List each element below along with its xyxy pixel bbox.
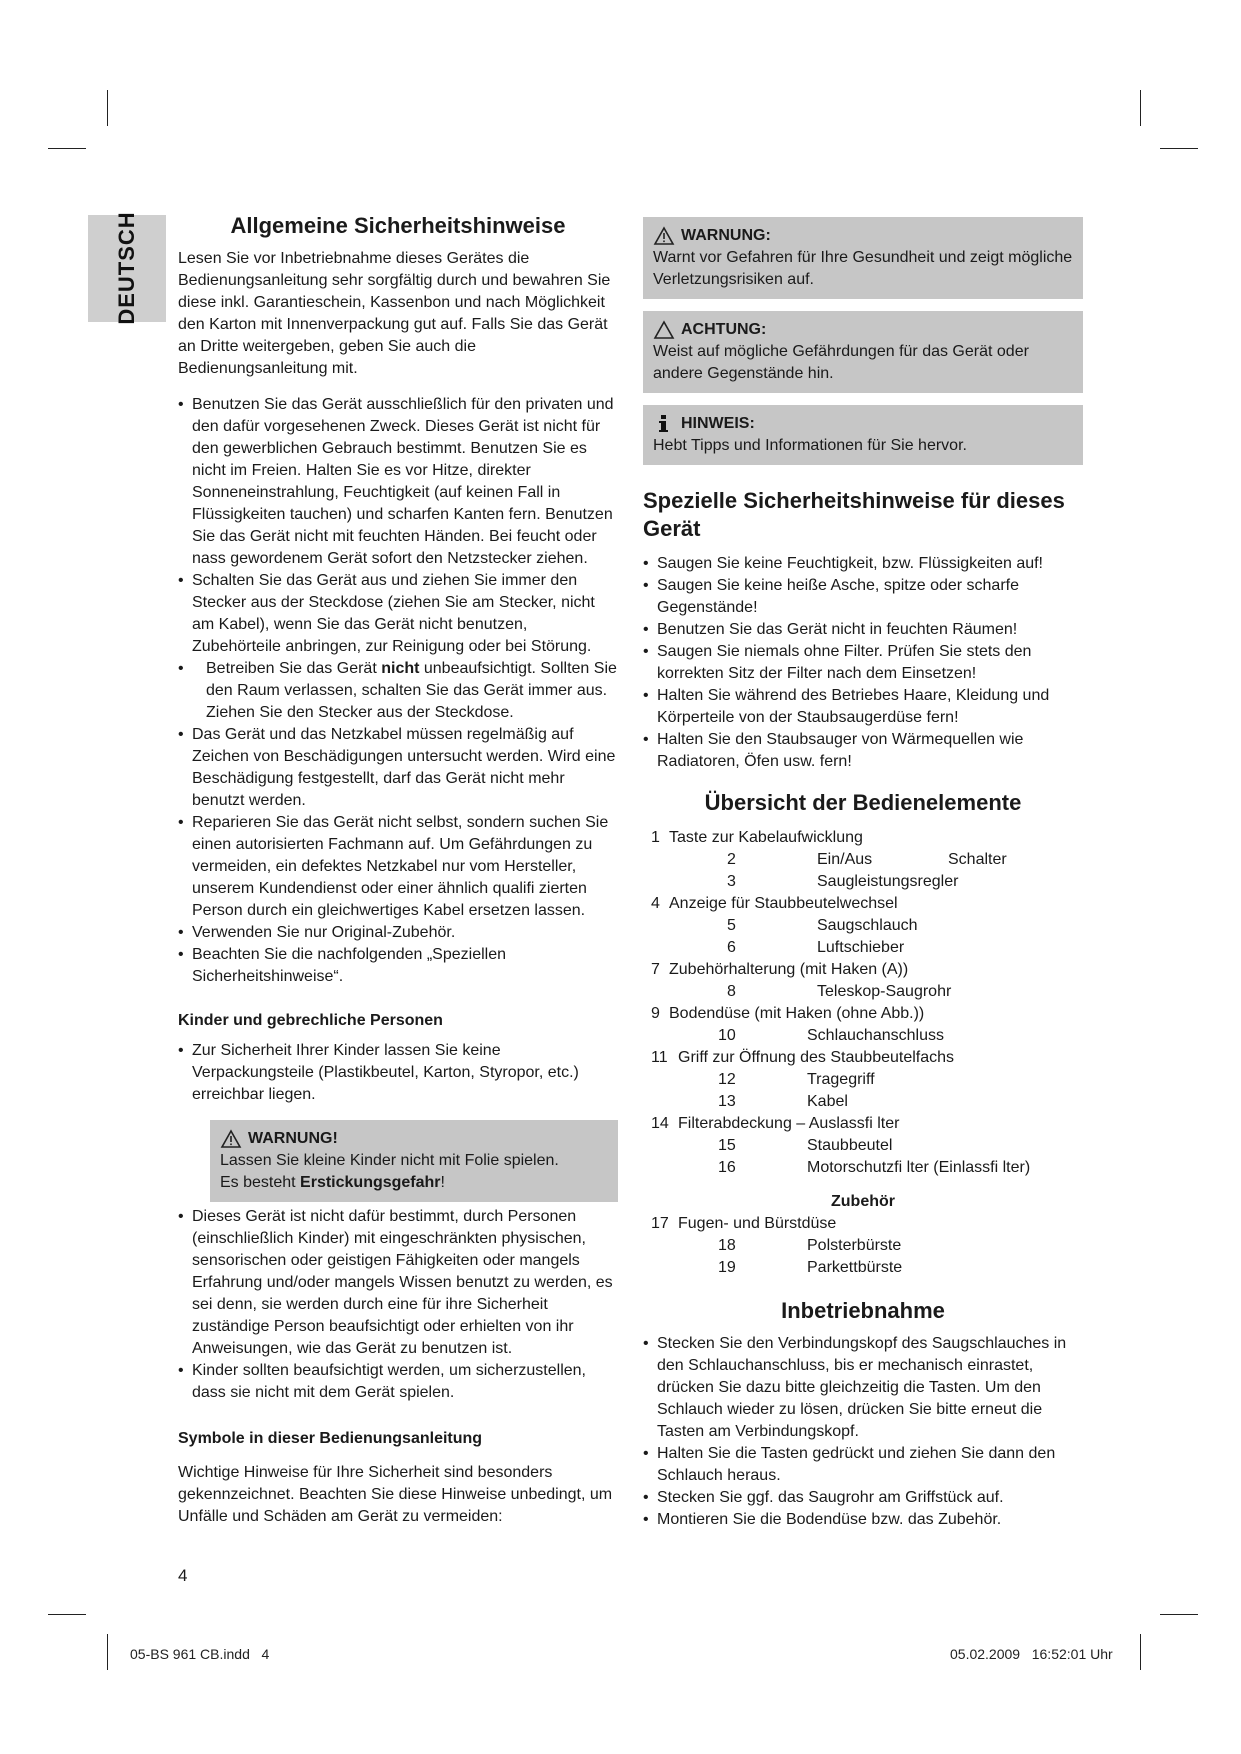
box-head [653,225,1073,247]
part-label: Taste zur Kabelaufwicklung [669,829,863,846]
part-label: Tragegriff [807,1071,875,1088]
part-number: 6 [727,939,736,956]
part-number: 5 [727,917,736,934]
part-label: Motorschutzfi lter (Einlassfi lter) [807,1159,1031,1176]
list-item: • Stecken Sie den Verbindungskopf des Saugschlauches in den Schlauchanschluss, bis er mechanisch einrastet, drücken Sie dazu bitte gleichzeitig die Tasten. Um den Schlauch wieder zu lösen, drücken Sie bitte erneut die Tasten am Verbindungskopf. [643,1333,1083,1443]
part-label: Filterabdeckung – Auslassfi lter [678,1115,900,1132]
part-row [643,893,1083,915]
list-item: • Reparieren Sie das Gerät nicht selbst, sondern suchen Sie einen autorisierten Fachmann auf. Um Gefährdungen zu vermeiden, ein defektes Netzkabel nur vom Hersteller, unserem Kundendienst oder einer ähnlich qualifi zierten Person durch ein gleichwertiges Kabel ersetzen lassen. [178,812,618,922]
bold-text: nicht [381,660,420,677]
info-icon [653,414,675,434]
part-number: 4 [651,895,660,912]
language-tab [88,211,166,325]
part-row [643,1003,1083,1025]
list-item: • Benutzen Sie das Gerät ausschließlich für den privaten und den dafür vorgesehenen Zweck. Dieses Gerät ist nicht für den gewerblichen Gebrauch bestimmt. Benutzen Sie es nicht im Freien. Halten Sie es vor Hitze, direkter Sonneneinstrahlung, Feuchtigkeit (auf keinen Fall in Flüssigkeiten tauchen) und scharfen Kanten fern. Benutzen Sie das Gerät nicht mit feuchten Händen. Bei feucht oder nass gewordenem Gerät sofort den Netzstecker ziehen. [178,394,618,570]
parts-list [643,827,1083,1179]
list-item: • Halten Sie den Staubsauger von Wärmequellen wie Radiatoren, Öfen usw. fern! [643,729,1083,773]
spezielle-list [643,553,1083,773]
part-label: Staubbeutel [807,1137,893,1154]
part-label: Luftschieber [817,939,905,956]
text: Es besteht [220,1174,301,1191]
right-column [643,212,1083,1531]
warning-triangle-icon [653,226,675,246]
text: unbeaufsichtigt. Sollten Sie den Raum verlassen, schalten Sie das Gerät immer aus. Ziehen Sie den Stecker aus der Steckdose. [206,660,617,721]
caution-box [643,311,1083,393]
list-item: • Verwenden Sie nur Original-Zubehör. [178,922,618,944]
box-head-label: HINWEIS: [681,415,755,432]
part-row [643,981,1083,1003]
part-row [643,915,1083,937]
part-row [643,849,1083,871]
part-number: 15 [718,1137,736,1154]
part-label: Ein/Aus [817,851,873,868]
part-row [643,1025,1083,1047]
part-label: Fugen- und Bürstdüse [678,1215,837,1232]
part-row [643,1047,1083,1069]
part-number: 12 [718,1071,736,1088]
part-label: Griff zur Öffnung des Staubbeutelfachs [678,1049,955,1066]
inbetrieb-list [643,1333,1083,1531]
part-row [643,871,1083,893]
text: ! [440,1174,445,1191]
part-label: Anzeige für Staubbeutelwechsel [669,895,898,912]
part-number: 1 [651,829,660,846]
caution-triangle-icon [653,320,675,340]
subheading-symbole: Symbole in dieser Bedienungsanleitung [178,1430,483,1447]
text: Betreiben Sie das Gerät [206,660,382,677]
info-box [643,405,1083,465]
list-item: • Halten Sie die Tasten gedrückt und ziehen Sie dann den Schlauch heraus. [643,1443,1083,1487]
part-number: 7 [651,961,660,978]
part-row [643,959,1083,981]
crop-mark [48,148,86,149]
part-row [643,937,1083,959]
page-number: 4 [178,1566,188,1585]
crop-mark [1160,148,1198,149]
footer-timestamp: 05.02.2009 16:52:01 Uhr [950,1646,1113,1662]
part-row [643,1113,1083,1135]
box-head-label: ACHTUNG: [681,321,767,338]
warning-box-children [210,1120,618,1202]
language-tab-label: DEUTSCH [114,211,139,325]
subheading-zubehoer: Zubehör [831,1193,895,1210]
part-number: 11 [651,1049,668,1066]
symbole-paragraph: Wichtige Hinweise für Ihre Sicherheit sind besonders gekennzeichnet. Beachten Sie diese Hinweise unbedingt, um Unfälle und Schäden am Gerät zu vermeiden: [178,1464,613,1525]
kinder-list-2 [178,1206,618,1404]
part-label: Bodendüse (mit Haken (ohne Abb.)) [669,1005,925,1022]
list-item: • Das Gerät und das Netzkabel müssen regelmäßig auf Zeichen von Beschädigungen untersucht werden. Wird eine Beschädigung festgestellt, darf das Gerät nicht mehr benutzt werden. [178,724,618,812]
part-label: Saugleistungsregler [817,873,959,890]
part-number: 8 [727,983,736,1000]
part-label: Kabel [807,1093,848,1110]
part-number: 2 [727,851,736,868]
part-extra: Schalter [948,851,1007,868]
box-head-label: WARNUNG! [248,1130,338,1147]
list-item: • Benutzen Sie das Gerät nicht in feuchten Räumen! [643,619,1083,641]
box-text: Weist auf mögliche Gefährdungen für das Gerät oder andere Gegenstände hin. [653,343,1029,382]
box-text [220,1172,608,1194]
list-item: • Montieren Sie die Bodendüse bzw. das Zubehör. [643,1509,1083,1531]
list-item [178,658,618,724]
part-label: Parkettbürste [807,1259,903,1276]
safety-list [178,394,618,988]
warning-box [643,217,1083,299]
box-head [653,413,1073,435]
part-label: Schlauchanschluss [807,1027,944,1044]
list-item: • Kinder sollten beaufsichtigt werden, um sicherzustellen, dass sie nicht mit dem Gerät spielen. [178,1360,618,1404]
part-number: 13 [718,1093,736,1110]
left-column [178,212,618,1528]
part-row [643,1069,1083,1091]
list-item: • Zur Sicherheit Ihrer Kinder lassen Sie keine Verpackungsteile (Plastikbeutel, Karton, Styropor, etc.) erreichbar liegen. [178,1040,618,1106]
part-row [643,1135,1083,1157]
list-item: • Halten Sie während des Betriebes Haare, Kleidung und Körperteile von der Staubsaugerdüse fern! [643,685,1083,729]
part-row [643,1157,1083,1179]
box-head [653,319,1073,341]
subheading-kinder: Kinder und gebrechliche Personen [178,1012,443,1029]
part-row [643,1257,1083,1279]
kinder-list [178,1040,618,1106]
part-label: Saugschlauch [817,917,918,934]
list-item: • Saugen Sie niemals ohne Filter. Prüfen Sie stets den korrekten Sitz der Filter nach dem Einsetzen! [643,641,1083,685]
part-row [643,1235,1083,1257]
accessory-list [643,1213,1083,1279]
part-number: 3 [727,873,736,890]
warning-triangle-icon [220,1129,242,1149]
bold-text: Erstickungsgefahr [300,1174,441,1191]
part-number: 9 [651,1005,660,1022]
crop-mark [48,1614,86,1615]
box-text: Hebt Tipps und Informationen für Sie hervor. [653,437,967,454]
part-number: 14 [651,1115,669,1132]
box-text: Warnt vor Gefahren für Ihre Gesundheit und zeigt mögliche Verletzungsrisiken auf. [653,249,1073,288]
section-title-spezielle: Spezielle Sicherheitshinweise für dieses Gerät [643,488,1065,541]
crop-mark [1140,90,1141,126]
list-item: • Beachten Sie die nachfolgenden „Speziellen Sicherheitshinweise“. [178,944,618,988]
part-label: Polsterbürste [807,1237,902,1254]
crop-mark [107,90,108,126]
intro-paragraph: Lesen Sie vor Inbetriebnahme dieses Gerätes die Bedienungsanleitung sehr sorgfältig durch und bewahren Sie diese inkl. Garantieschein, Kassenbon und nach Möglichkeit den Karton mit Innenverpackung gut auf. Falls Sie das Gerät an Dritte weitergeben, geben Sie auch die Bedienungsanleitung mit. [178,250,611,377]
section-title-uebersicht: Übersicht der Bedienelemente [704,790,1022,815]
list-item: • Dieses Gerät ist nicht dafür bestimmt, durch Personen (einschließlich Kinder) mit eingeschränkten physischen, sensorischen oder geistigen Fähigkeiten oder mangels Erfahrung und/oder mangels Wissen benutzt zu werden, es sei denn, sie werden durch eine für ihre Sicherheit zuständige Person beaufsichtigt oder erhielten von ihr Anweisungen, wie das Gerät zu benutzen ist. [178,1206,618,1360]
part-label: Zubehörhalterung (mit Haken (A)) [669,961,909,978]
list-item: • Schalten Sie das Gerät aus und ziehen Sie immer den Stecker aus der Steckdose (ziehen Sie am Stecker, nicht am Kabel), wenn Sie das Gerät nicht benutzen, Zubehörteile anbringen, zur Reinigung oder bei Störung. [178,570,618,658]
part-row [643,827,1083,849]
box-text: Lassen Sie kleine Kinder nicht mit Folie spielen. [220,1152,559,1169]
part-number: 18 [718,1237,736,1254]
box-head-label: WARNUNG: [681,227,771,244]
list-item: • Saugen Sie keine heiße Asche, spitze oder scharfe Gegenstände! [643,575,1083,619]
part-number: 10 [718,1027,736,1044]
crop-mark [1140,1634,1141,1670]
crop-mark [107,1634,108,1670]
list-item: • Stecken Sie ggf. das Saugrohr am Griffstück auf. [643,1487,1083,1509]
list-item: • Saugen Sie keine Feuchtigkeit, bzw. Flüssigkeiten auf! [643,553,1083,575]
section-title-allgemeine: Allgemeine Sicherheitshinweise [230,213,566,238]
part-number: 19 [718,1259,736,1276]
part-number: 17 [651,1215,669,1232]
crop-mark [1160,1614,1198,1615]
part-number: 16 [718,1159,736,1176]
part-row [643,1091,1083,1113]
part-label: Teleskop-Saugrohr [817,983,952,1000]
footer-filename: 05-BS 961 CB.indd 4 [130,1646,270,1662]
box-head [220,1128,608,1150]
part-row [643,1213,1083,1235]
section-title-inbetriebnahme: Inbetriebnahme [781,1298,945,1323]
